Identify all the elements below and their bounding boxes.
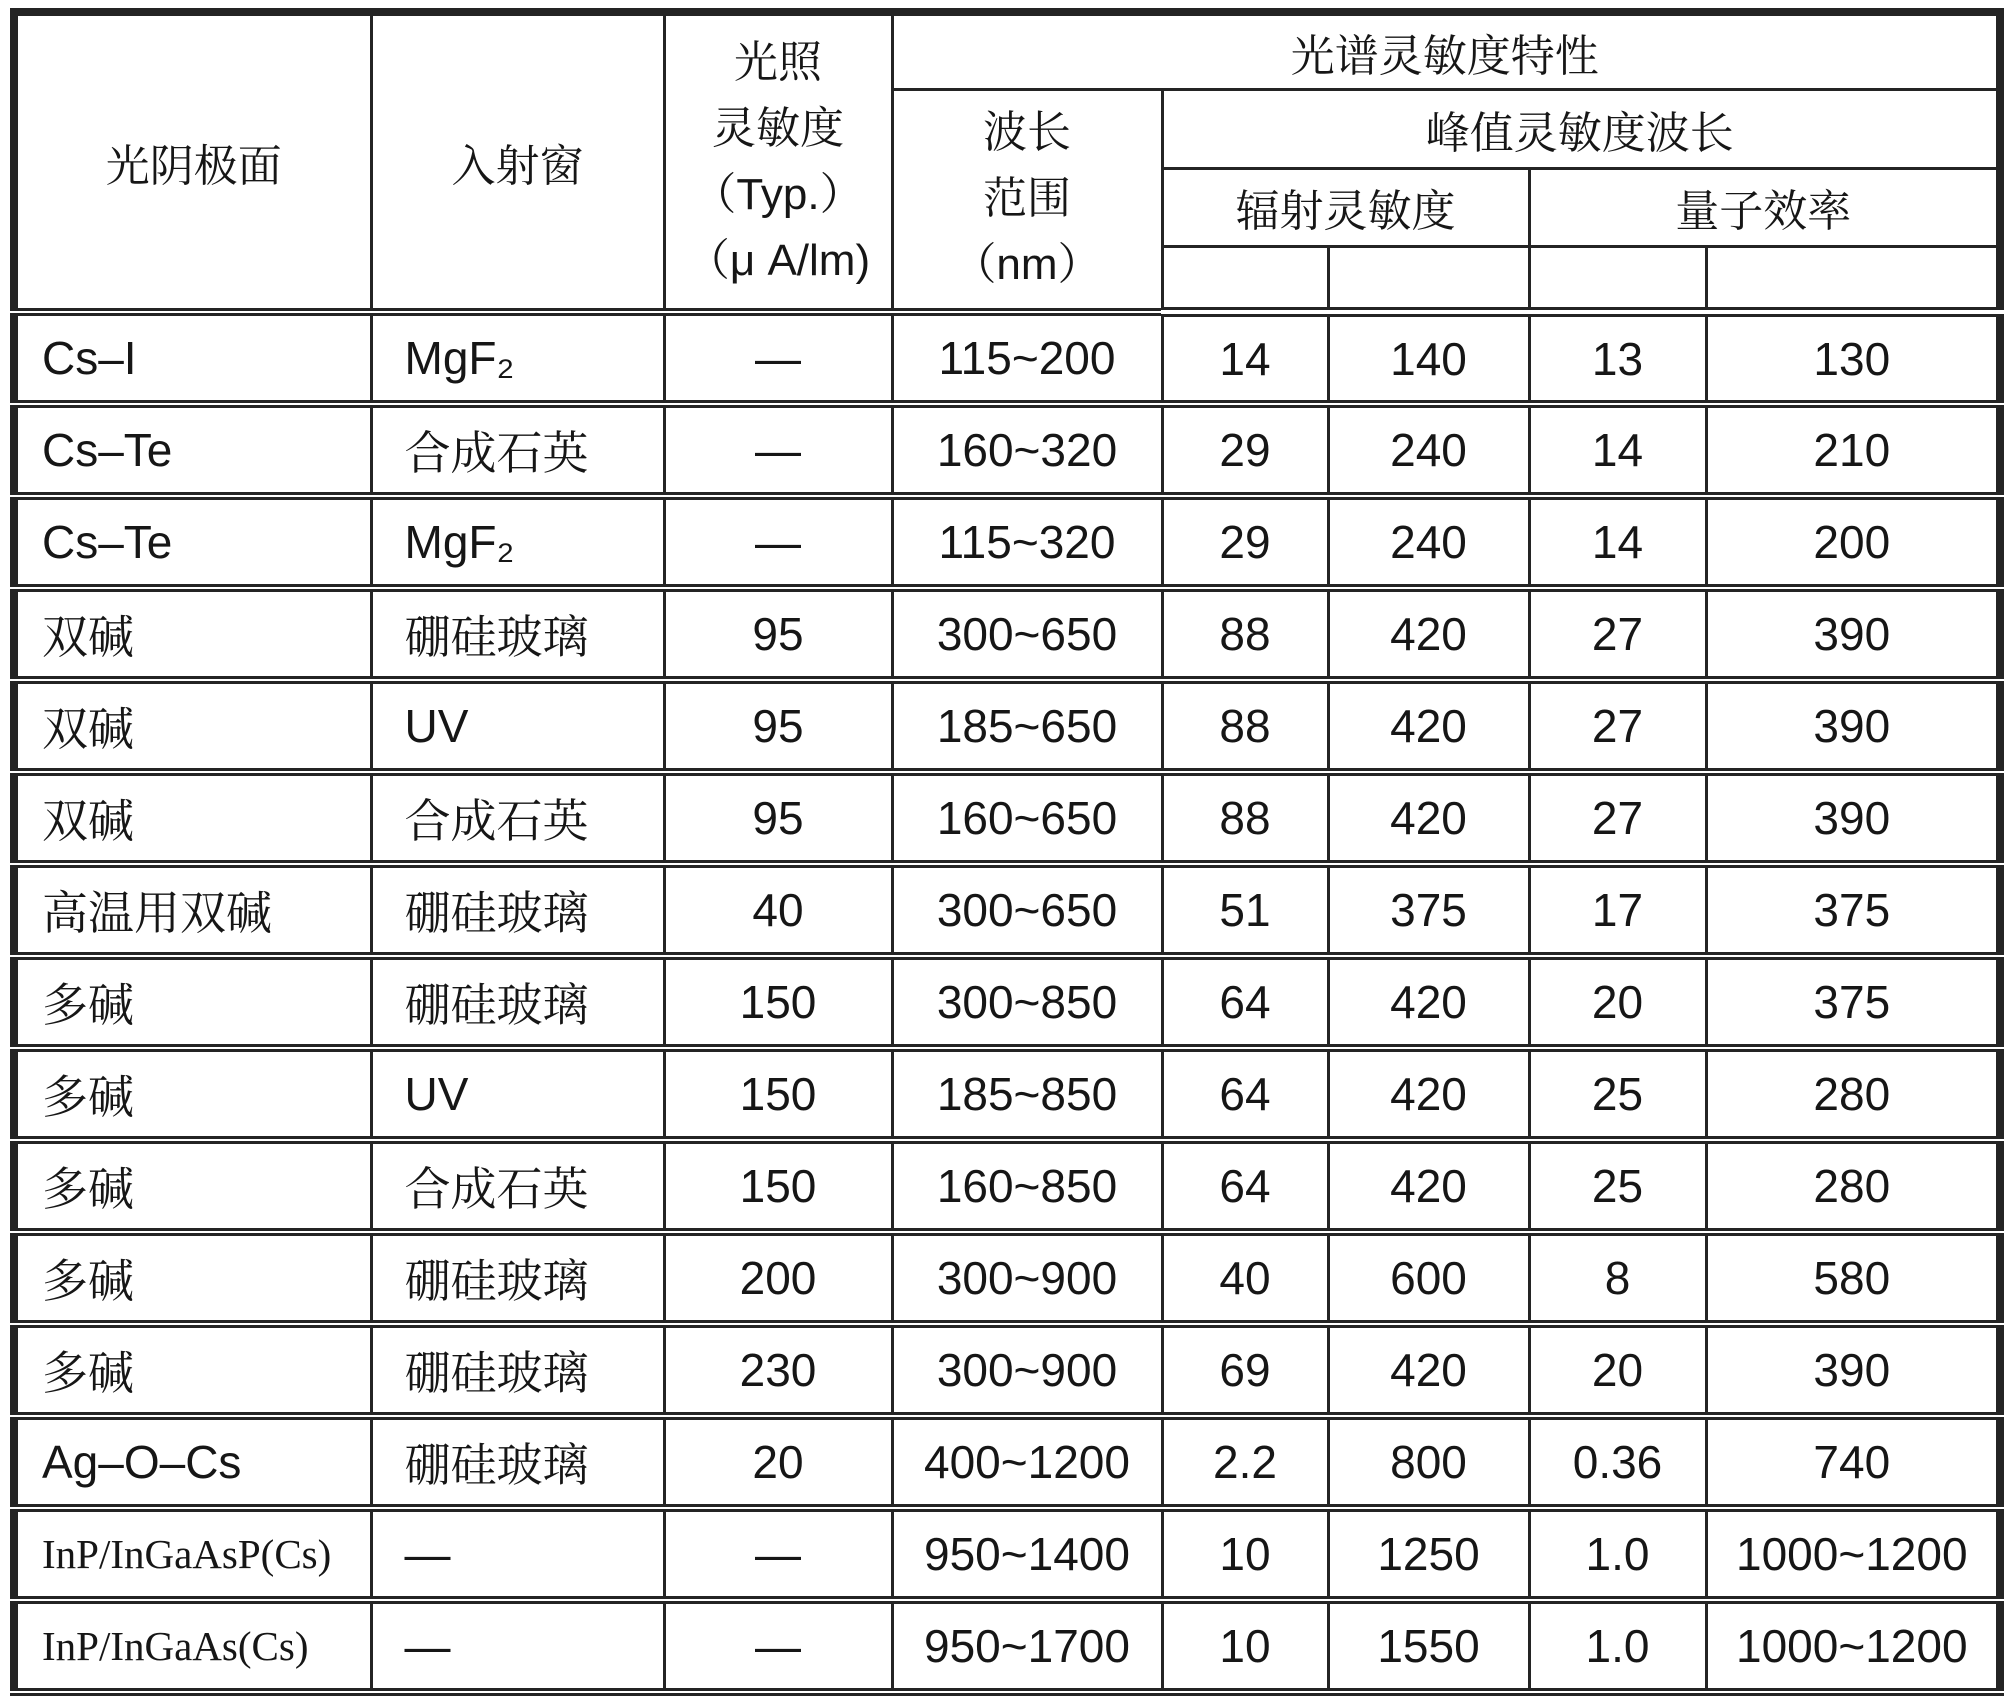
cell-luminous-sensitivity: — (664, 496, 892, 588)
cell-wavelength-range: 300~900 (892, 1324, 1162, 1416)
cell-wavelength-range: 300~900 (892, 1232, 1162, 1324)
cell-radiant-sensitivity: 40 (1162, 1232, 1328, 1324)
cell-quantum-efficiency: 27 (1529, 588, 1706, 680)
table-row (14, 404, 2000, 496)
cell-wavelength-range: 950~1700 (892, 1600, 1162, 1692)
cell-photocathode: Cs–I (14, 312, 371, 404)
cell-qe-peak-wavelength: 740 (1706, 1416, 2000, 1508)
cell-quantum-efficiency: 17 (1529, 864, 1706, 956)
cell-qe-peak-wavelength: 375 (1706, 956, 2000, 1048)
header-luminous-line2: 灵敏度 (712, 104, 844, 153)
cell-window: — (371, 1600, 664, 1692)
cell-quantum-efficiency: 20 (1529, 1324, 1706, 1416)
cell-luminous-sensitivity: 40 (664, 864, 892, 956)
cell-wavelength-range: 115~320 (892, 496, 1162, 588)
cell-radiant-peak-wavelength: 240 (1328, 496, 1529, 588)
cell-qe-peak-wavelength: 390 (1706, 1324, 2000, 1416)
cell-radiant-sensitivity: 29 (1162, 404, 1328, 496)
cell-qe-peak-wavelength: 580 (1706, 1232, 2000, 1324)
cell-quantum-efficiency: 13 (1529, 312, 1706, 404)
cell-luminous-sensitivity: — (664, 1508, 892, 1600)
header-incident-window: 入射窗 (371, 12, 664, 312)
cell-window: — (371, 1508, 664, 1600)
cell-window: 合成石英 (371, 404, 664, 496)
cell-window: MgF₂ (371, 496, 664, 588)
cell-qe-peak-wavelength: 280 (1706, 1140, 2000, 1232)
cell-photocathode: Ag–O–Cs (14, 1416, 371, 1508)
cell-photocathode: 多碱 (14, 956, 371, 1048)
cell-radiant-sensitivity: 51 (1162, 864, 1328, 956)
cell-radiant-peak-wavelength: 420 (1328, 772, 1529, 864)
cell-radiant-sensitivity: 64 (1162, 956, 1328, 1048)
table-row (14, 772, 2000, 864)
cell-quantum-efficiency: 20 (1529, 956, 1706, 1048)
cell-window: 硼硅玻璃 (371, 588, 664, 680)
cell-quantum-efficiency: 14 (1529, 496, 1706, 588)
table-row (14, 1048, 2000, 1140)
cell-radiant-peak-wavelength: 1250 (1328, 1508, 1529, 1600)
cell-luminous-sensitivity: 200 (664, 1232, 892, 1324)
cell-photocathode: Cs–Te (14, 496, 371, 588)
cell-radiant-peak-wavelength: 420 (1328, 1048, 1529, 1140)
cell-photocathode: 双碱 (14, 588, 371, 680)
header-luminous-line4: （μ A/lm) (685, 236, 871, 285)
cell-radiant-sensitivity: 88 (1162, 588, 1328, 680)
table-row (14, 864, 2000, 956)
table-row (14, 1600, 2000, 1692)
header-empty-cell (1529, 246, 1706, 312)
header-photocathode: 光阴极面 (14, 12, 371, 312)
cell-photocathode: 高温用双碱 (14, 864, 371, 956)
cell-window: UV (371, 1048, 664, 1140)
table-row (14, 1508, 2000, 1600)
cell-wavelength-range: 160~850 (892, 1140, 1162, 1232)
header-wavelength-line3: （nm） (952, 240, 1102, 290)
cell-luminous-sensitivity: 150 (664, 1048, 892, 1140)
header-empty-cell (1706, 246, 2000, 312)
cell-luminous-sensitivity: — (664, 1600, 892, 1692)
cell-radiant-peak-wavelength: 420 (1328, 1324, 1529, 1416)
cell-luminous-sensitivity: — (664, 312, 892, 404)
cell-window: 硼硅玻璃 (371, 956, 664, 1048)
cell-window: 硼硅玻璃 (371, 1416, 664, 1508)
cell-photocathode: 多碱 (14, 1140, 371, 1232)
cell-photocathode: InP/InGaAsP(Cs) (14, 1508, 371, 1600)
cell-luminous-sensitivity: 95 (664, 588, 892, 680)
cell-wavelength-range: 160~320 (892, 404, 1162, 496)
cell-quantum-efficiency: 1.0 (1529, 1600, 1706, 1692)
cell-wavelength-range: 300~650 (892, 864, 1162, 956)
cell-luminous-sensitivity: — (664, 404, 892, 496)
cell-radiant-peak-wavelength: 420 (1328, 588, 1529, 680)
cell-radiant-sensitivity: 88 (1162, 772, 1328, 864)
cell-radiant-sensitivity: 10 (1162, 1600, 1328, 1692)
cell-wavelength-range: 400~1200 (892, 1416, 1162, 1508)
cell-luminous-sensitivity: 150 (664, 1140, 892, 1232)
cell-qe-peak-wavelength: 1000~1200 (1706, 1508, 2000, 1600)
cell-photocathode: InP/InGaAs(Cs) (14, 1600, 371, 1692)
header-empty-cell (1328, 246, 1529, 312)
cell-quantum-efficiency: 8 (1529, 1232, 1706, 1324)
table-row (14, 680, 2000, 772)
table-row (14, 1140, 2000, 1232)
cell-window: 合成石英 (371, 772, 664, 864)
cell-luminous-sensitivity: 150 (664, 956, 892, 1048)
table-row (14, 956, 2000, 1048)
cell-wavelength-range: 160~650 (892, 772, 1162, 864)
header-wavelength-range (892, 89, 1162, 312)
cell-radiant-peak-wavelength: 420 (1328, 1140, 1529, 1232)
cell-radiant-peak-wavelength: 140 (1328, 312, 1529, 404)
cell-window: 硼硅玻璃 (371, 1324, 664, 1416)
cell-radiant-sensitivity: 10 (1162, 1508, 1328, 1600)
cell-photocathode: 双碱 (14, 680, 371, 772)
cell-radiant-sensitivity: 64 (1162, 1048, 1328, 1140)
table-row (14, 1416, 2000, 1508)
cell-qe-peak-wavelength: 130 (1706, 312, 2000, 404)
cell-radiant-peak-wavelength: 600 (1328, 1232, 1529, 1324)
cell-quantum-efficiency: 1.0 (1529, 1508, 1706, 1600)
cell-quantum-efficiency: 27 (1529, 680, 1706, 772)
cell-wavelength-range: 185~650 (892, 680, 1162, 772)
cell-window: MgF₂ (371, 312, 664, 404)
cell-wavelength-range: 185~850 (892, 1048, 1162, 1140)
cell-quantum-efficiency: 27 (1529, 772, 1706, 864)
cell-qe-peak-wavelength: 375 (1706, 864, 2000, 956)
cell-window: 硼硅玻璃 (371, 864, 664, 956)
cell-radiant-peak-wavelength: 240 (1328, 404, 1529, 496)
cell-window: 硼硅玻璃 (371, 1232, 664, 1324)
cell-quantum-efficiency: 25 (1529, 1140, 1706, 1232)
cell-radiant-peak-wavelength: 800 (1328, 1416, 1529, 1508)
header-luminous-line3: （Typ.） (692, 170, 864, 219)
header-luminous-line1: 光照 (734, 38, 822, 87)
cell-radiant-peak-wavelength: 420 (1328, 956, 1529, 1048)
header-peak-sensitivity-wavelength: 峰值灵敏度波长 (1162, 89, 2000, 168)
cell-wavelength-range: 950~1400 (892, 1508, 1162, 1600)
cell-wavelength-range: 115~200 (892, 312, 1162, 404)
header-radiant-sensitivity: 辐射灵敏度 (1162, 168, 1529, 246)
cell-qe-peak-wavelength: 200 (1706, 496, 2000, 588)
cell-luminous-sensitivity: 20 (664, 1416, 892, 1508)
header-quantum-efficiency: 量子效率 (1529, 168, 2000, 246)
cell-luminous-sensitivity: 95 (664, 680, 892, 772)
table-row (14, 1232, 2000, 1324)
cell-radiant-sensitivity: 2.2 (1162, 1416, 1328, 1508)
cell-radiant-sensitivity: 88 (1162, 680, 1328, 772)
cell-window: 合成石英 (371, 1140, 664, 1232)
cell-window: UV (371, 680, 664, 772)
table-row (14, 496, 2000, 588)
cell-photocathode: 多碱 (14, 1048, 371, 1140)
cell-quantum-efficiency: 25 (1529, 1048, 1706, 1140)
cell-luminous-sensitivity: 95 (664, 772, 892, 864)
header-empty-cell (1162, 246, 1328, 312)
cell-radiant-peak-wavelength: 420 (1328, 680, 1529, 772)
cell-radiant-sensitivity: 29 (1162, 496, 1328, 588)
header-row-1 (14, 12, 2000, 89)
cell-photocathode: Cs–Te (14, 404, 371, 496)
cell-qe-peak-wavelength: 280 (1706, 1048, 2000, 1140)
header-wavelength-line2: 范围 (983, 174, 1071, 224)
cell-quantum-efficiency: 0.36 (1529, 1416, 1706, 1508)
photocathode-table (10, 8, 2004, 1696)
cell-photocathode: 双碱 (14, 772, 371, 864)
cell-photocathode: 多碱 (14, 1232, 371, 1324)
table-row (14, 312, 2000, 404)
scanned-table-page (10, 8, 2004, 1696)
cell-qe-peak-wavelength: 390 (1706, 772, 2000, 864)
cell-qe-peak-wavelength: 1000~1200 (1706, 1600, 2000, 1692)
cell-quantum-efficiency: 14 (1529, 404, 1706, 496)
cell-radiant-sensitivity: 69 (1162, 1324, 1328, 1416)
cell-qe-peak-wavelength: 390 (1706, 680, 2000, 772)
cell-radiant-peak-wavelength: 375 (1328, 864, 1529, 956)
cell-radiant-sensitivity: 14 (1162, 312, 1328, 404)
table-row (14, 1324, 2000, 1416)
header-luminous-sensitivity (664, 12, 892, 312)
cell-photocathode: 多碱 (14, 1324, 371, 1416)
table-row (14, 588, 2000, 680)
header-wavelength-line1: 波长 (983, 108, 1071, 158)
cell-wavelength-range: 300~650 (892, 588, 1162, 680)
cell-radiant-peak-wavelength: 1550 (1328, 1600, 1529, 1692)
cell-luminous-sensitivity: 230 (664, 1324, 892, 1416)
cell-qe-peak-wavelength: 390 (1706, 588, 2000, 680)
cell-radiant-sensitivity: 64 (1162, 1140, 1328, 1232)
cell-qe-peak-wavelength: 210 (1706, 404, 2000, 496)
cell-wavelength-range: 300~850 (892, 956, 1162, 1048)
header-spectral-characteristics: 光谱灵敏度特性 (892, 12, 2000, 89)
